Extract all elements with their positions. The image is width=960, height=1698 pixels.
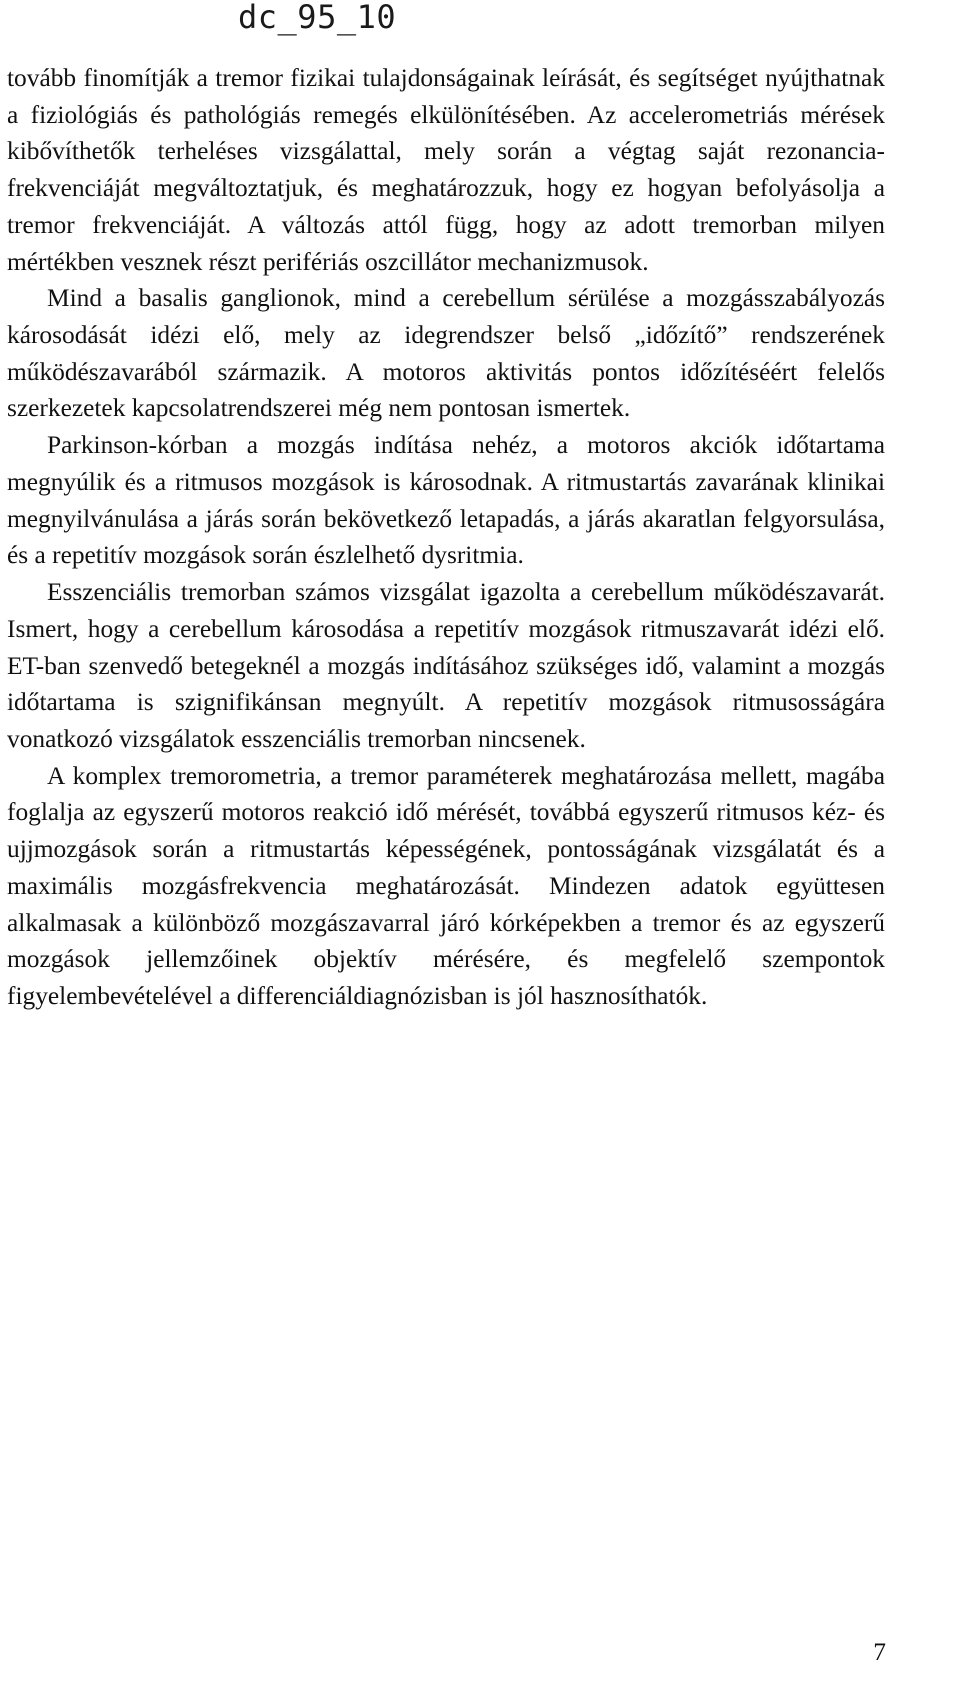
document-body — [7, 60, 885, 1015]
paragraph-basal-ganglia-cerebellum: Mind a basalis ganglionok, mind a cerebellum sérülése a mozgásszabályozás károsodását idézi elő, mely az idegrendszer belső „időzítő” rendszerének működészavarából származik. A motoros aktivitás pontos időzítéséért felelős szerkezetek kapcsolatrendszerei még nem pontosan ismertek. — [7, 284, 885, 423]
paragraph-complex-tremorometry: A komplex tremorometria, a tremor paraméterek meghatározása mellett, magába foglalja az egyszerű motoros reakció idő mérését, továbbá egyszerű ritmusos kéz- és ujjmozgások során a ritmustartás képességének, pontosságának vizsgálatát és a maximális mozgásfrekvencia meghatározását. Mindezen adatok együttesen alkalmasak a különböző mozgászavarral járó kórképekben a tremor és az egyszerű mozgások jellemzőinek objektív mérésére, és megfelelő szempontok figyelembevételével a differenciáldiagnózisban is jól hasznosíthatók. — [7, 761, 885, 1010]
page-number: 7 — [873, 1638, 886, 1666]
paragraph-continuation: tovább finomítják a tremor fizikai tulajdonságainak leírását, és segítséget nyújthatnak a fiziológiás és pathológiás remegés elkülönítésében. Az accelerometriás mérések kibővíthetők terheléses vizsgálattal, mely során a végtag saját rezonancia-frekvenciáját megváltoztatjuk, és meghatározzuk, hogy ez hogyan befolyásolja a tremor frekvenciáját. A változás attól függ, hogy az adott tremorban milyen mértékben vesznek részt perifériás oszcillátor mechanizmusok. — [7, 64, 885, 276]
paragraph-essential-tremor: Esszenciális tremorban számos vizsgálat igazolta a cerebellum működészavarát. Ismert, hogy a cerebellum károsodása a repetitív mozgások ritmuszavarát idézi elő. ET-ban szenvedő betegeknél a mozgás indításához szükséges idő, valamint a mozgás időtartama is szignifikánsan megnyúlt. A repetitív mozgások ritmusosságára vonatkozó vizsgálatok esszenciális tremorban nincsenek. — [7, 578, 885, 753]
paragraph-parkinson: Parkinson-kórban a mozgás indítása nehéz, a motoros akciók időtartama megnyúlik és a ritmusos mozgások is károsodnak. A ritmustartás zavarának klinikai megnyilvánulása a járás során bekövetkező letapadás, a járás akaratlan felgyorsulása, és a repetitív mozgások során észlelhető dysritmia. — [7, 431, 885, 570]
document-id-header: dc_95_10 — [238, 0, 397, 36]
